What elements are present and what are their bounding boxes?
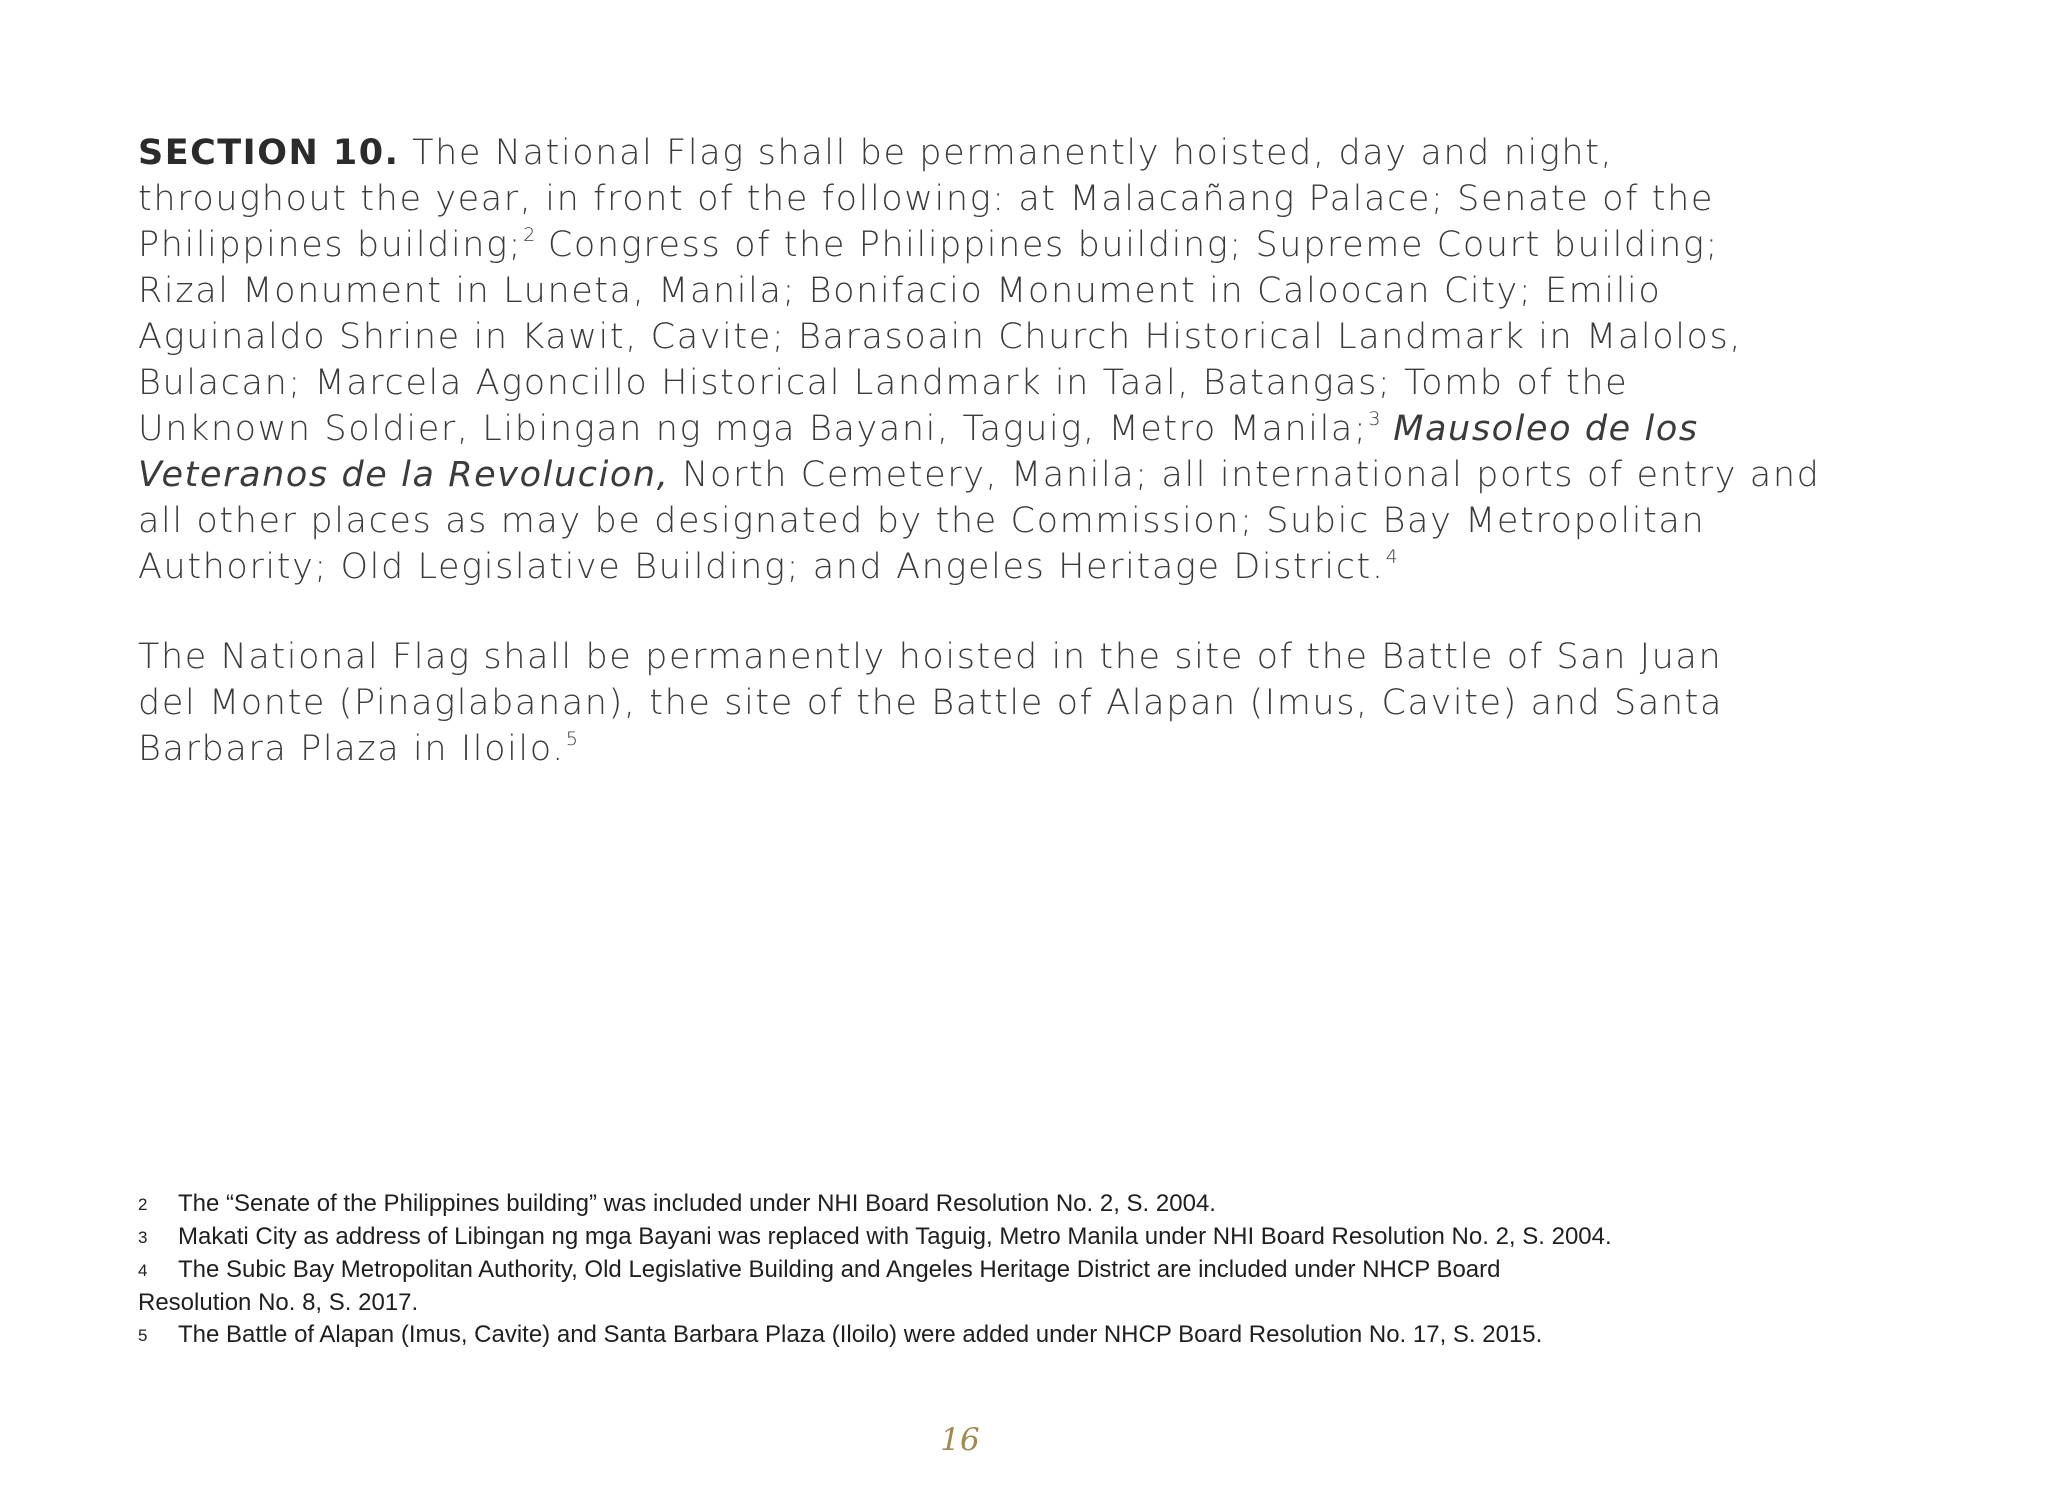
footnote-text: Makati City as address of Libingan ng mga Bayani was replaced with Taguig, Metro Manila under NHI Board Resolution No. 2, S. 2004. [178,1223,1612,1250]
page-number: 16 [940,1422,980,1458]
footnote-number: 5 [138,1326,148,1345]
paragraph-line: Aguinaldo Shrine in Kawit, Cavite; Barasoain Church Historical Landmark in Malolos, [138,317,1743,357]
footnote-ref-3[interactable]: 3 [1368,408,1381,430]
footnote-continuation: Resolution No. 8, S. 2017. [138,1289,419,1316]
paragraph-line [138,726,1778,772]
footnote-ref-5[interactable]: 5 [565,728,578,750]
section-10-paragraph [138,130,1821,590]
paragraph-line [138,544,1778,590]
footnote-item [138,1319,1858,1352]
footnote-item [138,1254,1858,1287]
paragraph-line [138,222,1778,268]
paragraph-text: Barbara Plaza in Iloilo. [138,729,565,769]
paragraph-line: Rizal Monument in Luneta, Manila; Bonifacio Monument in Caloocan City; Emilio [138,271,1662,311]
paragraph-line: The National Flag shall be permanently hoisted in the site of the Battle of San Juan [138,637,1723,677]
footnotes [138,1188,1858,1352]
paragraph-text: Unknown Soldier, Libingan ng mga Bayani, Taguig, Metro Manila; [138,409,1368,449]
footnote-number: 2 [138,1195,148,1214]
paragraph-text: Congress of the Philippines building; Supreme Court building; [535,225,1719,265]
footnote-number: 3 [138,1228,148,1247]
footnote-ref-2[interactable]: 2 [523,224,536,246]
footnote-number: 4 [138,1261,148,1280]
italic-place-name: Veteranos de la Revolucion, [138,455,670,495]
footnote-ref-4[interactable]: 4 [1385,546,1398,568]
footnote-text: The Battle of Alapan (Imus, Cavite) and Santa Barbara Plaza (Iloilo) were added under NHCP Board Resolution No. 17, S. 2015. [178,1321,1543,1348]
paragraph-line [138,452,1821,498]
footnote-text: The Subic Bay Metropolitan Authority, Old Legislative Building and Angeles Heritage District are included under NHCP Board [178,1256,1501,1283]
paragraph-text: The National Flag shall be permanently hoisted, day and night, [412,133,1614,173]
footnote-item [138,1221,1858,1254]
section-label: SECTION 10. [138,133,400,173]
second-paragraph [138,634,1778,772]
paragraph-line [138,130,1778,176]
paragraph-line: del Monte (Pinaglabanan), the site of the Battle of Alapan (Imus, Cavite) and Santa [138,683,1724,723]
italic-place-name: Mausoleo de los [1380,409,1699,449]
paragraph-line: Bulacan; Marcela Agoncillo Historical Landmark in Taal, Batangas; Tomb of the [138,363,1629,403]
paragraph-line [138,406,1778,452]
paragraph-line: all other places as may be designated by the Commission; Subic Bay Metropolitan [138,501,1706,541]
paragraph-text: North Cemetery, Manila; all international ports of entry and [669,455,1821,495]
footnote-item [138,1188,1858,1221]
paragraph-text: Philippines building; [138,225,523,265]
paragraph-text: Authority; Old Legislative Building; and Angeles Heritage District. [138,547,1385,587]
paragraph-line: throughout the year, in front of the following: at Malacañang Palace; Senate of the [138,179,1715,219]
footnote-text: The “Senate of the Philippines building” was included under NHI Board Resolution No. 2, S. 2004. [178,1190,1216,1217]
